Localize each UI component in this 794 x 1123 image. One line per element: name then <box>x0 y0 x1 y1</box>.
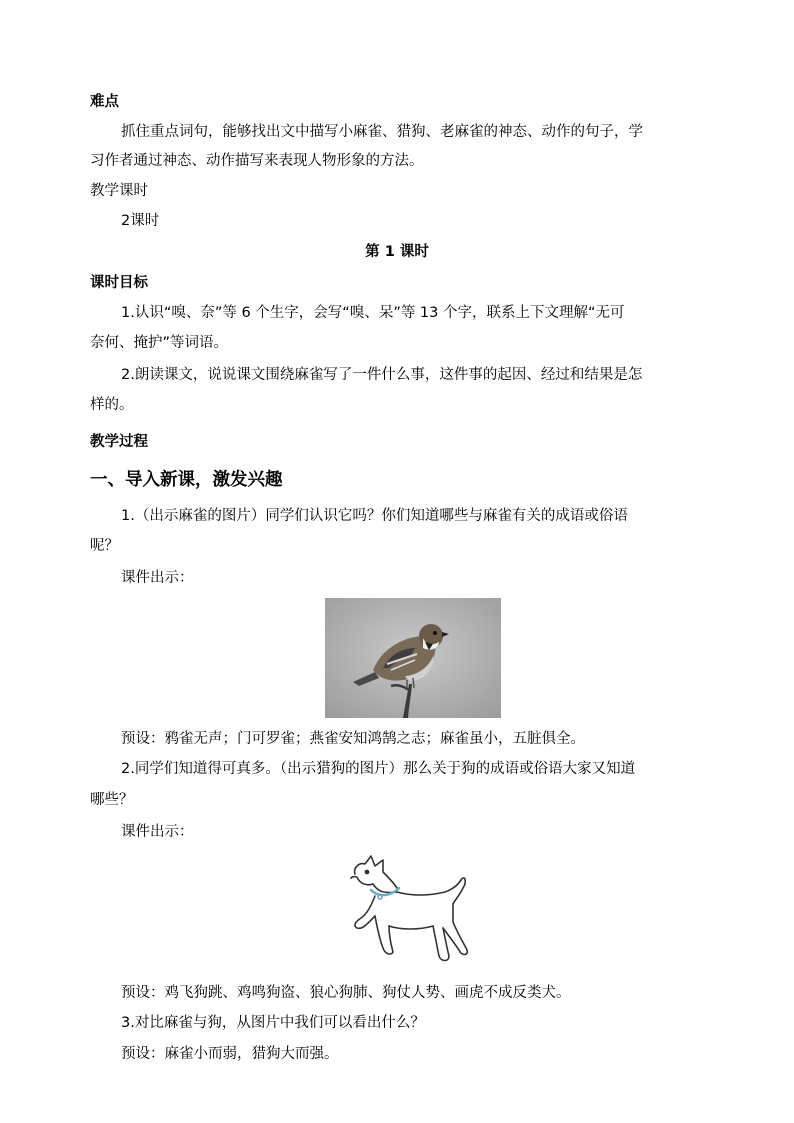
question-1-line1: 1.（出示麻雀的图片）同学们认识它吗？你们知道哪些与麻雀有关的成语或俗语 <box>121 508 628 524</box>
process-heading: 教学过程 <box>90 434 148 450</box>
goal-2-line2: 样的。 <box>90 397 134 413</box>
lesson-title: 第 1 课时 <box>365 244 429 260</box>
periods-value: 2课时 <box>121 213 160 229</box>
preset-1: 预设：鸦雀无声；门可罗雀；燕雀安知鸿鹄之志；麻雀虽小，五脏俱全。 <box>121 731 585 747</box>
periods-heading: 教学课时 <box>90 183 148 199</box>
preset-2: 预设：鸡飞狗跳、鸡鸣狗盗、狼心狗肺、狗仗人势、画虎不成反类犬。 <box>121 985 571 1001</box>
question-1-line2: 呢？ <box>90 538 119 554</box>
question-2-line2: 哪些？ <box>90 792 134 808</box>
sparrow-photo <box>325 598 501 718</box>
preset-3: 预设：麻雀小而弱，猎狗大而强。 <box>121 1046 339 1062</box>
goal-1-line2: 奈何、掩护”等词语。 <box>90 335 229 351</box>
difficulty-text-line1: 抓住重点词句，能够找出文中描写小麻雀、猎狗、老麻雀的神态、动作的句子，学 <box>121 124 643 140</box>
goals-heading: 课时目标 <box>90 275 148 291</box>
section-1-title: 一、导入新课，激发兴趣 <box>90 470 283 490</box>
courseware-label-1: 课件出示： <box>121 570 194 586</box>
question-2-line1: 2.同学们知道得可真多。（出示猎狗的图片）那么关于狗的成语或俗语大家又知道 <box>121 761 636 777</box>
difficulty-heading: 难点 <box>90 94 119 110</box>
goal-1-line1: 1.认识“嗅、奈”等 6 个生字，会写“嗅、呆”等 13 个字，联系上下文理解“无可 <box>121 305 625 321</box>
dog-drawing <box>345 852 477 970</box>
dog-icon <box>345 852 477 970</box>
courseware-label-2: 课件出示： <box>121 824 194 840</box>
goal-2-line1: 2.朗读课文，说说课文围绕麻雀写了一件什么事，这件事的起因、经过和结果是怎 <box>121 367 643 383</box>
sparrow-icon <box>325 598 501 718</box>
question-3: 3.对比麻雀与狗，从图片中我们可以看出什么？ <box>121 1015 425 1031</box>
difficulty-text-line2: 习作者通过神态、动作描写来表现人物形象的方法。 <box>90 153 424 169</box>
